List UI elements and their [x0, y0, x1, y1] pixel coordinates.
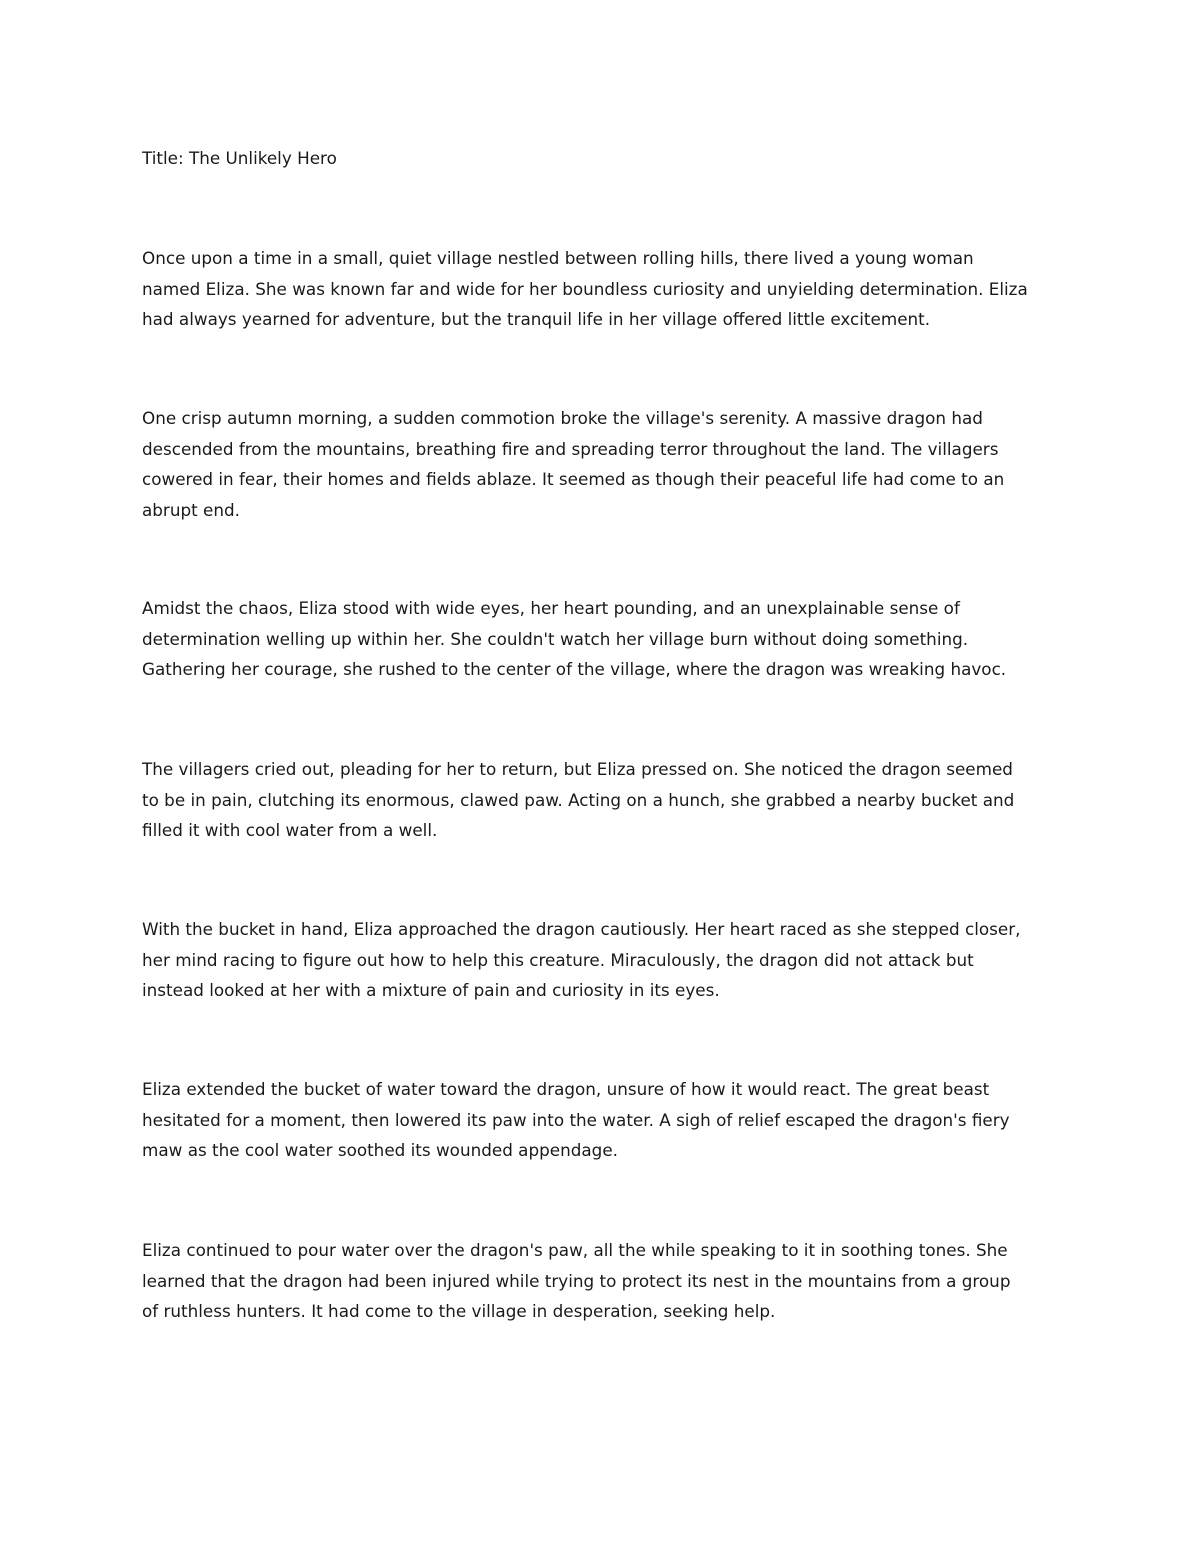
- paragraph-line: descended from the mountains, breathing fire and spreading terror throughout the land. The villagers: [142, 438, 999, 459]
- paragraph: [142, 914, 1020, 1006]
- paragraph: [142, 243, 1028, 335]
- paragraph-line: The villagers cried out, pleading for her to return, but Eliza pressed on. She noticed the dragon seemed: [142, 759, 1013, 779]
- paragraph-line: maw as the cool water soothed its wounded appendage.: [142, 1140, 618, 1160]
- paragraph-line: of ruthless hunters. It had come to the village in desperation, seeking help.: [142, 1301, 776, 1321]
- paragraph: [142, 593, 1006, 685]
- paragraph-line: Eliza continued to pour water over the dragon's paw, all the while speaking to it in soothing tones. She: [142, 1240, 1008, 1260]
- paragraph-line: had always yearned for adventure, but the tranquil life in her village offered little excitement.: [142, 309, 931, 329]
- paragraph: [142, 1074, 1010, 1166]
- paragraph-line: cowered in fear, their homes and fields ablaze. It seemed as though their peaceful life had come to an: [142, 469, 1005, 489]
- paragraph-line: One crisp autumn morning, a sudden commotion broke the village's serenity. A massive dragon had: [142, 408, 983, 428]
- paragraph-line: Gathering her courage, she rushed to the center of the village, where the dragon was wreaking havoc.: [142, 659, 1007, 679]
- paragraph: [142, 403, 1004, 525]
- paragraph-line: filled it with cool water from a well.: [142, 820, 438, 840]
- paragraph-line: abrupt end.: [142, 499, 240, 520]
- paragraph-line: Amidst the chaos, Eliza stood with wide eyes, her heart pounding, and an unexplainable sense of: [142, 598, 960, 618]
- paragraph: [142, 1235, 1010, 1327]
- paragraph-line: to be in pain, clutching its enormous, clawed paw. Acting on a hunch, she grabbed a nearby bucket and: [142, 789, 1015, 810]
- paragraph-line: named Eliza. She was known far and wide for her boundless curiosity and unyielding determination. Eliza: [142, 278, 1028, 299]
- paragraph-line: Eliza extended the bucket of water toward the dragon, unsure of how it would react. The great beast: [142, 1079, 990, 1099]
- paragraph-line: Once upon a time in a small, quiet village nestled between rolling hills, there lived a young woman: [142, 248, 974, 268]
- document-title: Title: The Unlikely Hero: [142, 148, 337, 168]
- paragraph-line: instead looked at her with a mixture of pain and curiosity in its eyes.: [142, 980, 720, 1000]
- paragraph-line: determination welling up within her. She couldn't watch her village burn without doing something.: [142, 628, 969, 649]
- paragraph: [142, 754, 1014, 846]
- paragraph-line: With the bucket in hand, Eliza approached the dragon cautiously. Her heart raced as she stepped closer,: [142, 919, 1021, 939]
- paragraph-line: learned that the dragon had been injured while trying to protect its nest in the mountains from a group: [142, 1270, 1011, 1291]
- paragraph-line: her mind racing to figure out how to help this creature. Miraculously, the dragon did not attack but: [142, 949, 974, 970]
- paragraph-line: hesitated for a moment, then lowered its paw into the water. A sigh of relief escaped the dragon's fiery: [142, 1109, 1010, 1130]
